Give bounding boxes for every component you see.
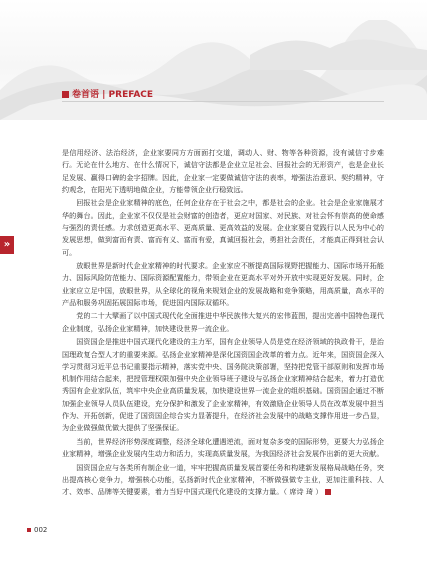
paragraph: 党的二十大擘画了以中国式现代化全面推进中华民族伟大复兴的宏伟蓝图，提出完善中国特色现代企业制度，弘扬企业家精神，加快建设世界一流企业。 bbox=[62, 311, 384, 333]
page-number bbox=[27, 526, 47, 534]
paragraph: 放眼世界是新时代企业家精神的时代要求。企业家应不断提高国际视野把握能力、国际市场开拓能力、国际风险防范能力、国际资源配置能力，带领企业在更高水平对外开放中实现更好发展。同时，企业家应立足中国，放眼世界，从全球化的视角来规划企业的发展战略和竞争策略，用高质量，高水平的产品和服务巩固拓展国际市场，促进国内国际双循环。 bbox=[62, 261, 384, 307]
end-mark-icon bbox=[325, 489, 331, 495]
paragraph: 当前，世界经济形势深度调整，经济全球化遭遇逆流，面对复杂多变的国际形势，更要大力弘扬企业家精神，增强企业发展内生动力和活力，实现高质量发展，为我国经济社会发展作出新的更大贡献。 bbox=[62, 436, 384, 459]
page-square-icon bbox=[27, 528, 31, 532]
page-number-text: 002 bbox=[34, 526, 48, 534]
section-title: 卷首语 | PREFACE bbox=[72, 90, 154, 100]
header-background bbox=[0, 0, 427, 120]
section-header bbox=[62, 88, 384, 102]
paragraph-text: 国资国企应与各类所有制企业一道，牢牢把握高质量发展首要任务和构建新发展格局战略任务，突出提高核心竞争力，增强核心功能，弘扬新时代企业家精神，不断做强做专主业，更加注重科技、人才、效率、品牌等关键要素，着力当好中国式现代化建设的支撑力量。 bbox=[62, 462, 384, 497]
paragraph: 国资国企是推进中国式现代化建设的主力军，国有企业领导人员是党在经济领域的执政骨干，是治国理政复合型人才的重要来源。弘扬企业家精神是深化国资国企改革的着力点。近年来，国资国企深入学习贯彻习近平总书记重要指示精神，落实党中央、国务院决策部署，坚持把党管干部原则和发挥市场机制作用结合起来，把授管理权限加强中央企业领导班子建设与弘扬企业家精神结合起来，着力打造优秀国有企业家队伍，筑牢中央企业高质量发展，加快建设世界一流企业的组织基础。国资国企通过不断加强企业领导人员队伍建设，充分保护和激发了企业家精神，有效激励企业领导人员在改革发展中担当作为、开拓创新，促进了国资国企综合实力显著提升，在经济社会发展中的战略支撑作用进一步凸显，为企业做强做优做大提供了坚强保证。 bbox=[62, 337, 384, 433]
mountain-landscape-image bbox=[0, 20, 427, 120]
paragraph: 是信用经济、法治经济，企业家要同方方面面打交道，调动人、财、物等各种资源，没有诚信寸步难行。无论在什么地方、在什么情况下，诚信守法都是企业立足社会、回报社会的无形资产，也是企业长足发展、赢得口碑的金字招牌。因此，企业家一定要做诚信守法的表率，增强法治意识、契约精神，守约观念，在阳光下透明地做企业，方能带领企业行稳致远。 bbox=[62, 148, 384, 194]
article-body bbox=[62, 147, 384, 500]
paragraph: 回报社会是企业家精神的底色，任何企业存在于社会之中，都是社会的企业。社会是企业家施展才华的舞台。因此，企业家不仅仅是社会财富的创造者，更应对国家、对民族、对社会怀有崇高的使命感与强烈的责任感。力求创造更高水平、更高质量、更高效益的发展。企业家要自觉践行以人民为中心的发展思想，做到富而有责、富而有义、富而有爱，真诚回报社会，勇担社会责任，才能真正得到社会认可。 bbox=[62, 198, 384, 257]
header-square-icon bbox=[62, 91, 69, 98]
header-divider bbox=[62, 101, 384, 102]
side-chevron-icon: » bbox=[0, 236, 14, 254]
paragraph-last bbox=[62, 462, 384, 499]
author-credit: （ 席诗 琦 ） bbox=[283, 487, 323, 497]
